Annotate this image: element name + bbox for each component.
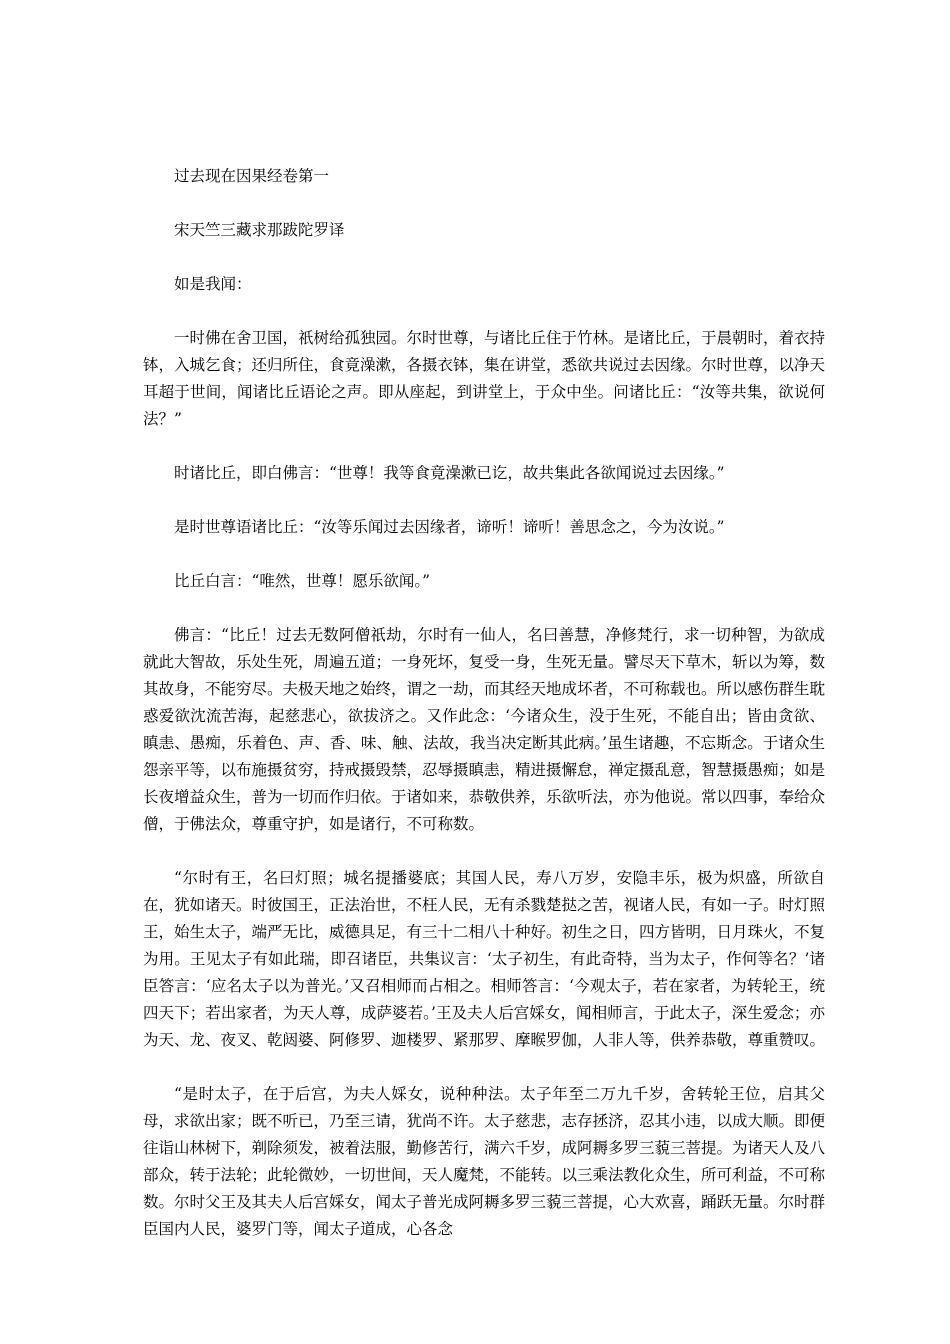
document-body [143, 163, 825, 1270]
paragraph: “是时太子，在于后宫，为夫人婇女，说种种法。太子年至二万九千岁，舍转轮王位，启其父母，求欲出家；既不听已，乃至三请，犹尚不许。太子慈悲，志存拯济，忍其小违，以成大顺。即便往诣山林树下，剃除须发，被着法服，勤修苦行，满六千岁，成阿耨多罗三藐三菩提。为诸天人及八部众，转于法轮；此轮微妙，一切世间，天人魔梵，不能转。以三乘法教化众生，所可利益，不可称数。尔时父王及其夫人后宫婇女，闻太子普光成阿耨多罗三藐三菩提，心大欢喜，踊跃无量。尔时群臣国内人民，婆罗门等，闻太子道成，心各念 [143, 1085, 826, 1238]
paragraph: 是时世尊语诸比丘：“汝等乐闻过去因缘者，谛听！谛听！善思念之，今为汝说。” [174, 518, 725, 536]
translator-line: 宋天竺三藏求那跋陀罗译 [174, 221, 345, 239]
paragraph: 一时佛在舍卫国，祇树给孤独园。尔时世尊，与诸比丘住于竹林。是诸比丘，于晨朝时，着衣持钵，入城乞食；还归所住，食竟澡漱，各摄衣钵，集在讲堂，悉欲共说过去因缘。尔时世尊，以净天耳超于世间，闻诸比丘语论之声。即从座起，到讲堂上，于众中坐。问诸比丘：“汝等共集，欲说何法？” [143, 329, 826, 428]
paragraph: 如是我闻： [174, 275, 252, 293]
paragraph: “尔时有王，名曰灯照；城名提播婆底；其国人民，寿八万岁，安隐丰乐，极为炽盛，所欲自在，犹如诸天。时彼国王，正法治世，不枉人民，无有杀戮楚挞之苦，视诸人民，有如一子。时灯照王，始生太子，端严无比，威德具足，有三十二相八十种好。初生之日，四方皆明，日月珠火，不复为用。王见太子有如此瑞，即召诸臣，共集议言：‘太子初生，有此奇特，当为太子，作何等名？’诸臣答言：‘应名太子以为普光。’又召相师而占相之。相师答言：‘今观太子，若在家者，为转轮王，统四天下；若出家者，为天人尊，成萨婆若。’王及夫人后宫婇女，闻相师言，于此太子，深生爱念；亦为天、龙、夜叉、乾闼婆、阿修罗、迦楼罗、紧那罗、摩睺罗伽，人非人等，供养恭敬，尊重赞叹。 [143, 869, 826, 1049]
paragraph: 佛言：“比丘！过去无数阿僧祇劫，尔时有一仙人，名曰善慧，净修梵行，求一切种智，为欲成就此大智故，乐处生死，周遍五道；一身死坏，复受一身，生死无量。譬尽天下草木，斩以为筹，数其故身，不能穷尽。夫极天地之始终，谓之一劫，而其经天地成坏者，不可称载也。所以感伤群生耽惑爱欲沈流苦海，起慈悲心，欲拔济之。又作此念：‘今诸众生，没于生死，不能自出；皆由贪欲、瞋恚、愚痴，乐着色、声、香、味、触、法故，我当决定断其此病。’虽生诸趣，不忘斯念。于诸众生怨亲平等，以布施摄贫穷，持戒摄毁禁，忍辱摄瞋恚，精进摄懈怠，禅定摄乱意，智慧摄愚痴；如是长夜增益众生，普为一切而作归依。于诸如来，恭敬供养，乐欲听法，亦为他说。常以四事，奉给众僧，于佛法众，尊重守护，如是诸行，不可称数。 [143, 626, 826, 833]
paragraph: 比丘白言：“唯然，世尊！愿乐欲闻。” [174, 572, 431, 590]
document-title: 过去现在因果经卷第一 [174, 167, 330, 185]
paragraph: 时诸比丘，即白佛言：“世尊！我等食竟澡漱已讫，故共集此各欲闻说过去因缘。” [174, 464, 725, 482]
